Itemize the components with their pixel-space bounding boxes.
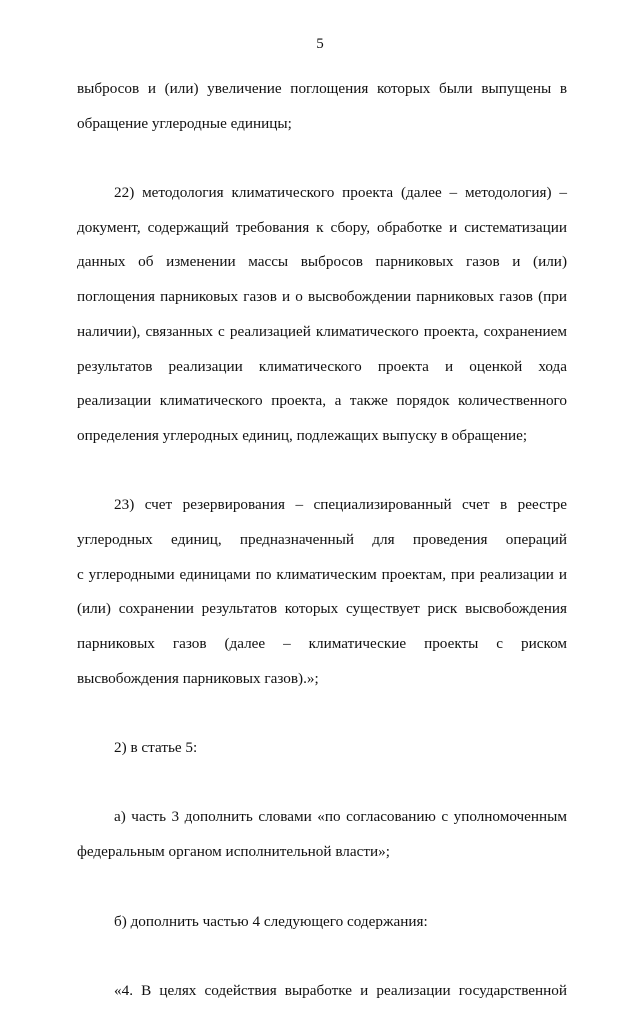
- text-line: выбросов и (или) увеличение поглощения которых были выпущены в: [77, 80, 567, 97]
- text-line: федеральным органом исполнительной власти»;: [77, 843, 390, 861]
- text-line: данных об изменении массы выбросов парниковых газов и (или): [77, 253, 567, 271]
- text-line: наличии), связанных с реализацией климатического проекта, сохранением: [77, 322, 567, 340]
- text-line: 2) в статье 5:: [114, 739, 198, 757]
- paragraph-gap: [77, 870, 567, 905]
- document-body: [77, 72, 567, 1009]
- text-line: углеродных единиц, предназначенный для проведения операций: [77, 530, 567, 548]
- text-line: (или) сохранении результатов которых существует риск высвобождения: [77, 600, 567, 618]
- paragraph: [77, 176, 567, 454]
- text-line: «4. В целях содействия выработке и реализации государственной: [114, 981, 567, 999]
- text-line: документ, содержащий требования к сбору, обработке и систематизации: [77, 218, 567, 236]
- text-line: результатов реализации климатического проекта и оценкой хода: [77, 357, 567, 375]
- paragraph: [77, 974, 567, 1009]
- paragraph-gap: [77, 696, 567, 731]
- text-line: а) часть 3 дополнить словами «по согласованию с уполномоченным: [114, 808, 567, 826]
- text-line: реализации климатического проекта, а также порядок количественного: [77, 392, 567, 410]
- paragraph-gap: [77, 454, 567, 489]
- text-line: высвобождения парниковых газов).»;: [77, 669, 319, 687]
- text-line: б) дополнить частью 4 следующего содержания:: [114, 912, 428, 930]
- text-line: 23) счет резервирования – специализированный счет в реестре: [114, 496, 567, 514]
- page-number: 5: [316, 36, 324, 52]
- text-line: 22) методология климатического проекта (далее – методология) –: [114, 184, 567, 202]
- paragraph: [77, 731, 567, 766]
- paragraph: [77, 488, 567, 696]
- paragraph: [77, 72, 567, 141]
- paragraph-gap: [77, 939, 567, 974]
- paragraph: [77, 905, 567, 940]
- paragraph: [77, 800, 567, 869]
- text-line: определения углеродных единиц, подлежащих выпуску в обращение;: [77, 426, 528, 444]
- text-line: поглощения парниковых газов и о высвобождении парниковых газов (при: [77, 288, 567, 306]
- paragraph-gap: [77, 766, 567, 801]
- text-line: парниковых газов (далее – климатические проекты с риском: [77, 635, 567, 652]
- paragraph-gap: [77, 141, 567, 176]
- text-line: с углеродными единицами по климатическим проектам, при реализации и: [77, 565, 567, 583]
- text-line: обращение углеродные единицы;: [77, 114, 292, 132]
